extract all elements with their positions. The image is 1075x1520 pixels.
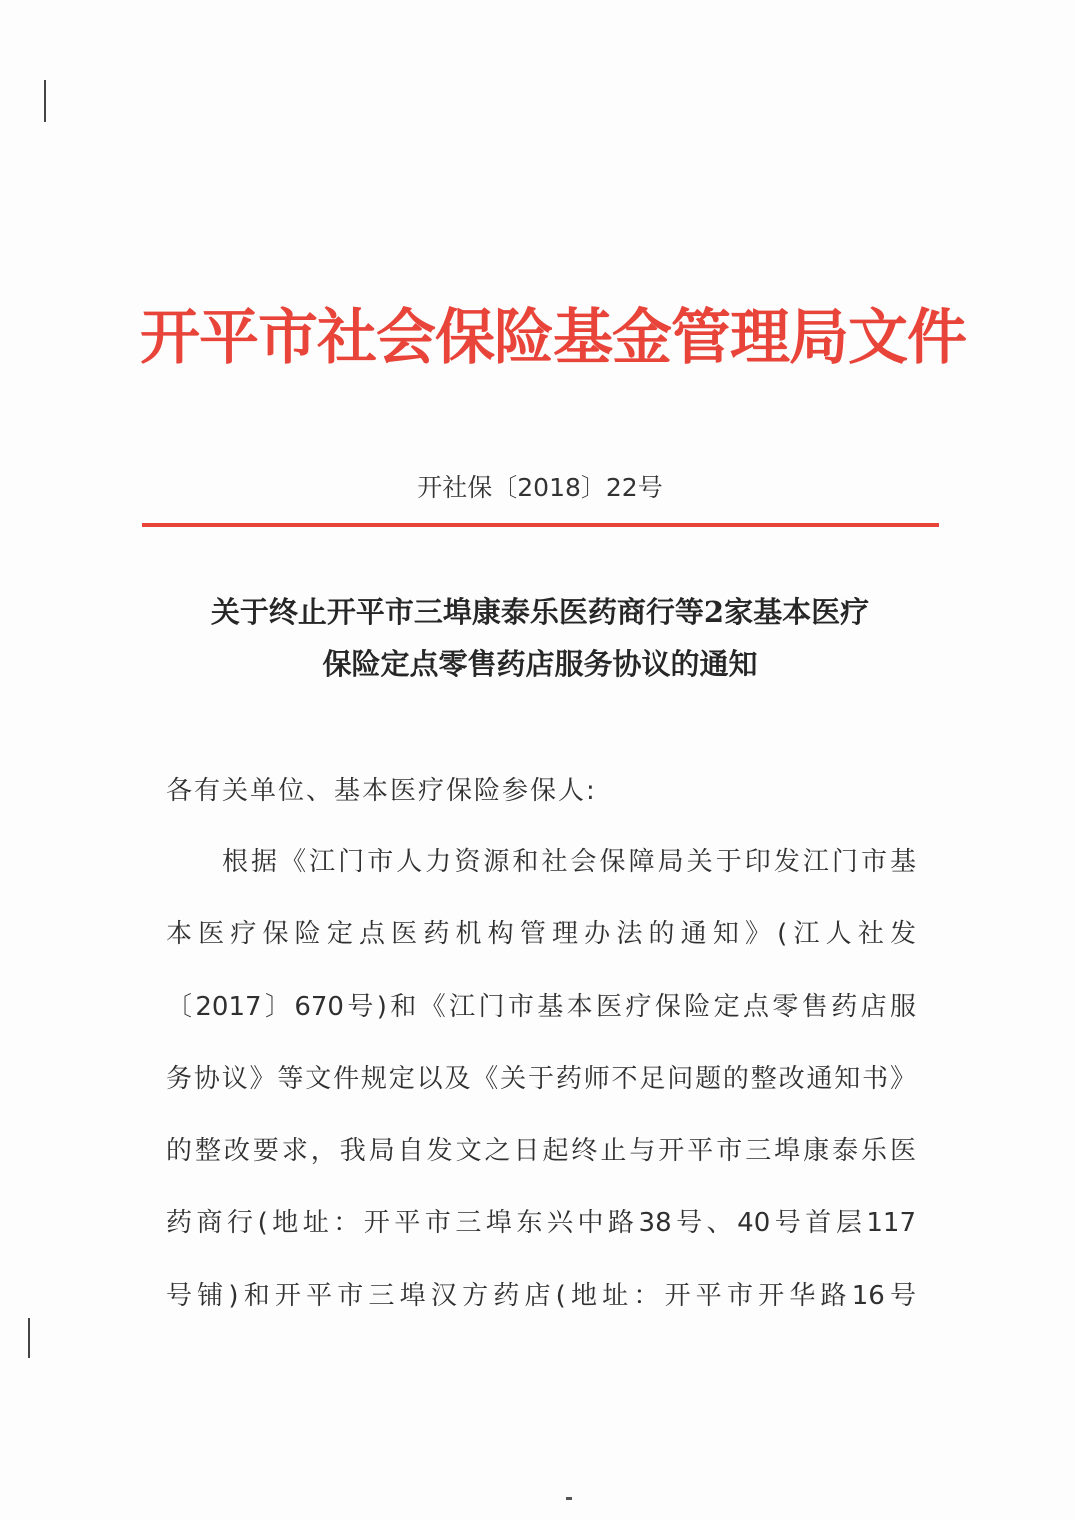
scan-artifact-dot [566, 1497, 572, 1500]
body-line: 务协议》等文件规定以及《关于药师不足问题的整改通知书》 [166, 1063, 916, 1094]
body-line: 〔2017〕670号)和《江门市基本医疗保险定点零售药店服 [166, 991, 916, 1022]
body-line: 根据《江门市人力资源和社会保障局关于印发江门市基 [222, 847, 916, 877]
document-number: 开社保〔2018〕22号 [417, 473, 663, 502]
body-line: 号铺)和开平市三埠汉方药店(地址：开平市开华路16号 [166, 1280, 916, 1311]
margin-mark-bottom [28, 1318, 30, 1358]
salutation: 各有关单位、基本医疗保险参保人: [166, 776, 597, 806]
notice-body [166, 842, 916, 1348]
margin-mark-top [44, 80, 46, 122]
notice-title-line: 保险定点零售药店服务协议的通知 [322, 647, 758, 681]
notice-title [140, 586, 940, 690]
body-line: 药商行(地址：开平市三埠东兴中路38号、40号首层117 [166, 1208, 916, 1239]
body-line: 本医疗保险定点医药机构管理办法的通知》(江人社发 [166, 919, 916, 950]
notice-title-line: 关于终止开平市三埠康泰乐医药商行等2家基本医疗 [210, 595, 870, 629]
body-line: 的整改要求，我局自发文之日起终止与开平市三埠康泰乐医 [166, 1136, 916, 1167]
red-divider-rule [142, 523, 939, 527]
agency-header-title: 开平市社会保险基金管理局文件 [140, 303, 966, 373]
